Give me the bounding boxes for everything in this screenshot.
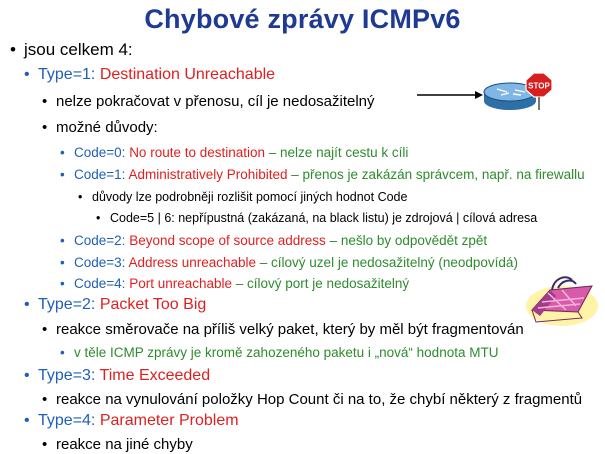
code1-item [60, 167, 585, 182]
type4-desc-item [42, 436, 193, 453]
type2-item [24, 296, 206, 314]
type1-reasons-item [42, 119, 158, 136]
type3-desc: reakce na vynulování položky Hop Count či na to, že chybí některý z fragmentů [56, 391, 583, 408]
code1-subsub-item [96, 211, 537, 225]
bullet-icon: • [10, 40, 16, 59]
code3-code: Code=3: [74, 255, 126, 270]
type1-code: Type=1: [38, 66, 96, 83]
bullet-icon: • [60, 255, 65, 270]
stop-sign-label: STOP [528, 81, 550, 91]
code3-name: Address unreachable [128, 255, 257, 270]
arrow-head-icon [475, 91, 483, 99]
code3-desc: – cílový uzel je nedosažitelný (neodpovídá) [256, 255, 518, 270]
code1-name: Administratively Prohibited [128, 167, 288, 182]
bullet-icon: • [42, 119, 48, 136]
bullet-icon: • [96, 211, 101, 225]
code4-desc: – cílový port je nedosažitelný [232, 276, 410, 291]
code0-item [60, 145, 408, 160]
intro-text: jsou celkem 4: [24, 40, 133, 59]
bullet-icon: • [24, 367, 30, 384]
code4-code: Code=4: [74, 276, 126, 291]
code1-code: Code=1: [74, 167, 126, 182]
bullet-icon: • [60, 233, 65, 248]
code2-desc: – nešlo by odpovědět zpět [325, 233, 488, 248]
type2-desc-item [42, 321, 524, 338]
code1-subsub: Code=5 | 6: nepřípustná (zakázaná, na black listu) je zdrojová | cílová adresa [110, 211, 538, 225]
code1-sub: důvody lze podrobněji rozlišit pomocí jiných hodnot Code [92, 190, 408, 204]
type1-name: Destination Unreachable [99, 66, 276, 83]
code2-name: Beyond scope of source address [129, 233, 326, 248]
bullet-icon: • [24, 296, 30, 313]
bullet-icon: • [60, 145, 65, 160]
code0-desc: – nelze najít cestu k cíli [265, 145, 409, 160]
type1-desc: nelze pokračovat v přenosu, cíl je nedosažitelný [56, 93, 375, 110]
type3-code: Type=3: [38, 367, 96, 384]
type1-reasons: možné důvody: [56, 119, 158, 136]
bullet-icon: • [60, 276, 65, 291]
type2-sub: v těle ICMP zprávy je kromě zahozeného paketu i „nová“ hodnota MTU [74, 345, 499, 360]
bullet-icon: • [42, 436, 48, 453]
type2-code: Type=2: [38, 296, 96, 313]
bullet-icon: • [42, 321, 48, 338]
type4-item [24, 412, 239, 430]
type4-name: Parameter Problem [99, 412, 239, 429]
code0-name: No route to destination [129, 145, 266, 160]
code0-code: Code=0: [74, 145, 126, 160]
code2-code: Code=2: [74, 233, 126, 248]
type2-name: Packet Too Big [99, 296, 207, 313]
type2-desc: reakce směrovače na příliš velký paket, který by měl být fragmentován [56, 321, 524, 338]
bullet-icon: • [60, 167, 65, 182]
code4-name: Port unreachable [129, 276, 233, 291]
bullet-icon: • [78, 190, 83, 204]
package-icon [522, 266, 600, 328]
type1-desc-item [42, 93, 375, 110]
code1-sub-item [78, 190, 407, 204]
code1-desc: – přenos je zakázán správcem, např. na firewallu [287, 167, 585, 182]
bullet-icon: • [60, 345, 65, 360]
type2-sub-item [60, 345, 498, 360]
type3-name: Time Exceeded [99, 367, 211, 384]
page-title: Chybové zprávy ICMPv6 [144, 4, 461, 34]
bullet-icon: • [24, 66, 30, 83]
code2-item [60, 233, 487, 248]
type3-desc-item [42, 391, 582, 408]
code4-item [60, 276, 409, 291]
intro-item [10, 40, 133, 60]
type4-code: Type=4: [38, 412, 96, 429]
bullet-icon: • [42, 391, 48, 408]
bullet-icon: • [24, 412, 30, 429]
type4-desc: reakce na jiné chyby [56, 436, 193, 453]
bullet-icon: • [42, 93, 48, 110]
code3-item [60, 255, 518, 270]
type3-item [24, 367, 210, 385]
router-stop-illustration [415, 70, 595, 120]
type1-item [24, 66, 275, 84]
